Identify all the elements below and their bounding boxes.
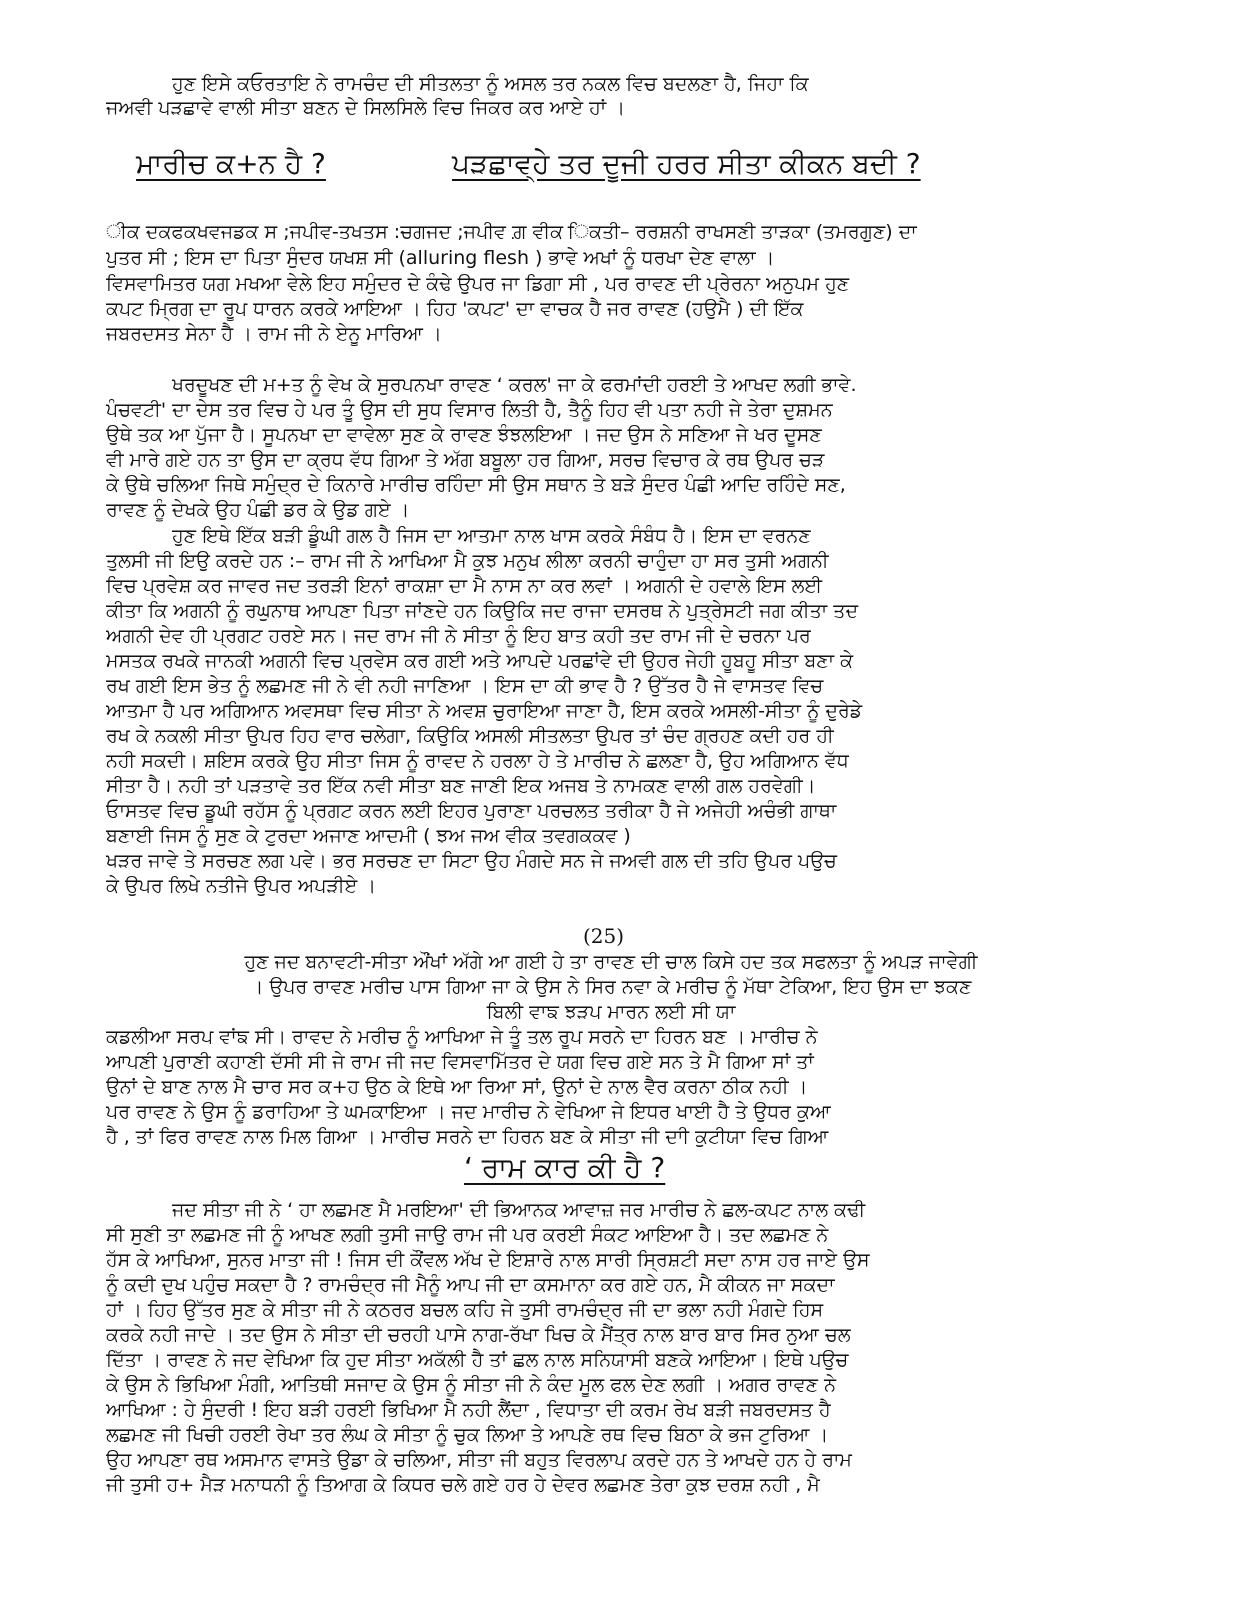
text-line: ਅਗਨੀ ਦੇਵ ਹੀ ਪ੍ਰਗਟ ਹਰਏ ਸਨ। ਜਦ ਰਾਮ ਜੀ ਨੇ ਸੀਤਾ ਨੂੰ ਇਹ ਬਾਤ ਕਹੀ ਤਦ ਰਾਮ ਜੀ ਦੇ ਚਰਨਾ ਪਰ bbox=[106, 625, 811, 647]
text-line: ੀਕ ਦਕਫਕਖਵਜਡਕ ਸ ;ਜਪੀਵ-ਤਖਤਸ :ਚਗਜਦ ;ਜਪੀਵ ਗ਼ ਵੀਕ ਿਕਤੀ– ਰਰਸ਼ਨੀ ਰਾਖਸਣੀ ਤਾੜਕਾ (ਤਮਰਗੁਣ) ਦਾ bbox=[106, 221, 917, 243]
text-line: ਪਰ ਰਾਵਣ ਨੇ ਉਸ ਨੂੰ ਡਰਾਹਿਆ ਤੇ ਘਮਕਾਇਆ । ਜਦ ਮਾਰੀਚ ਨੇ ਵੇਖਿਆ ਜੇ ਇਧਰ ਖਾਈ ਹੈ ਤੇ ਉਧਰ ਕੁਆ bbox=[106, 1101, 831, 1123]
text-line: ਕੇ ਉਸ ਨੇ ਭਿਖਿਆ ਮੰਗੀ, ਆਤਿਥੀ ਸਜਾਦ ਕੇ ਉਸ ਨੂੰ ਸੀਤਾ ਜੀ ਨੇ ਕੰਦ ਮੂਲ ਫਲ ਦੇਣ ਲਗੀ । ਅਗਰ ਰਾਵਣ ਨੇ bbox=[106, 1374, 836, 1396]
text-line: ਹੁਣ ਇਥੇ ਇੱਕ ਬੜੀ ਡੂੰਘੀ ਗਲ ਹੈ ਜਿਸ ਦਾ ਆਤਮਾ ਨਾਲ ਖਾਸ ਕਰਕੇ ਸੰਬੰਧ ਹੈ। ਇਸ ਦਾ ਵਰਨਣ bbox=[172, 525, 811, 547]
text-line: ਉਥੇ ਤਕ ਆ ਪੁੱਜਾ ਹੈ। ਸੂਪਨਖਾ ਦਾ ਵਾਵੇਲਾ ਸੁਣ ਕੇ ਰਾਵਣ ਝੰਝਲਇਆ । ਜਦ ਉਸ ਨੇ ਸਣਿਆ ਜੇ ਖਰ ਦੂਸਣ bbox=[106, 424, 822, 446]
text-line: ਲਛਮਣ ਜੀ ਖਿਚੀ ਹਰਈ ਰੇਖਾ ਤਰ ਲੰਘ ਕੇ ਸੀਤਾ ਨੂੰ ਚੁਕ ਲਿਆ ਤੇ ਆਪਣੇ ਰਥ ਵਿਚ ਬਿਠਾ ਕੇ ਭਜ ਟੁਰਿਆ । bbox=[106, 1424, 829, 1446]
text-line: ਕਡਲੀਆ ਸਰਪ ਵਾਂਙ ਸੀ। ਰਾਵਦ ਨੇ ਮਰੀਚ ਨੂੰ ਆਖਿਆ ਜੇ ਤੂੰ ਤਲ ਰੂਪ ਸਰਨੇ ਦਾ ਹਿਰਨ ਬਣ । ਮਾਰੀਚ ਨੇ bbox=[106, 1026, 818, 1048]
text-line: ਜਦ ਸੀਤਾ ਜੀ ਨੇ ‘ ਹਾ ਲਛਮਣ ਮੈ ਮਰਇਆ' ਦੀ ਭਿਆਨਕ ਆਵਾਜ਼ ਜਰ ਮਾਰੀਚ ਨੇ ਛਲ-ਕਪਟ ਨਾਲ ਕਢੀ bbox=[172, 1199, 866, 1221]
text-line: ਰਾਵਣ ਨੂੰ ਦੇਖਕੇ ਉਹ ਪੰਛੀ ਡਰ ਕੇ ਉਡ ਗਏ । bbox=[106, 499, 410, 521]
text-line: ਸੀ ਸੁਣੀ ਤਾ ਲਛਮਣ ਜੀ ਨੂੰ ਆਖਣ ਲਗੀ ਤੁਸੀ ਜਾਉ ਰਾਮ ਜੀ ਪਰ ਕਰਈ ਸੰਕਟ ਆਇਆ ਹੈ। ਤਦ ਲਛਮਣ ਨੇ bbox=[106, 1224, 829, 1246]
text-line: ਖੜਰ ਜਾਵੇ ਤੇ ਸਰਚਣ ਲਗ ਪਵੇ। ਭਰ ਸਰਚਣ ਦਾ ਸਿਟਾ ਉਹ ਮੰਗਦੇ ਸਨ ਜੇ ਜਅਵੀ ਗਲ ਦੀ ਤਹਿ ਉਪਰ ਪਉਚ bbox=[106, 850, 837, 872]
heading-ram-kar: ‘ ਰਾਮ ਕਾਰ ਕੀ ਹੈ ? bbox=[464, 1151, 666, 1184]
text-line: ਹੁਣ ਇਸੇ ਕਓਰਤਾਇ ਨੇ ਰਾਮਚੰਦ ਦੀ ਸੀਤਲਤਾ ਨੂੰ ਅਸਲ ਤਰ ਨਕਲ ਵਿਚ ਬਦਲਣਾ ਹੈ, ਜਿਹਾ ਕਿ bbox=[172, 73, 809, 95]
text-line: ਬਿਲੀ ਵਾਙ ਝੜਪ ਮਾਰਨ ਲਈ ਸੀ ਯਾ bbox=[486, 1001, 736, 1023]
heading-marich: ਮਾਰੀਚ ਕ+ਨ ਹੈ ? bbox=[136, 147, 326, 180]
text-line: ਆਖਿਆ : ਹੇ ਸੁੰਦਰੀ ! ਇਹ ਬੜੀ ਹਰਈ ਭਿਖਿਆ ਮੈ ਨਹੀ ਲੈਂਦਾ , ਵਿਧਾਤਾ ਦੀ ਕਰਮ ਰੇਖ ਬੜੀ ਜਬਰਦਸਤ ਹੈ bbox=[106, 1399, 831, 1421]
text-line: ਜਅਵੀ ਪੜਛਾਵੇ ਵਾਲੀ ਸੀਤਾ ਬਣਨ ਦੇ ਸਿਲਸਿਲੇ ਵਿਚ ਜਿਕਰ ਕਰ ਆਏ ਹਾਂ । bbox=[106, 97, 626, 119]
text-line: ਹੱਸ ਕੇ ਆਖਿਆ, ਸੁਨਰ ਮਾਤਾ ਜੀ ! ਜਿਸ ਦੀ ਕੌਂਵਲ ਅੱਖ ਦੇ ਇਸ਼ਾਰੇ ਨਾਲ ਸਾਰੀ ਸ੍ਰਿਸ਼ਟੀ ਸਦਾ ਨਾਸ ਹਰ ਜਾਏ ਉਸ bbox=[106, 1249, 870, 1271]
text-line: । ਉਪਰ ਰਾਵਣ ਮਰੀਚ ਪਾਸ ਗਿਆ ਜਾ ਕੇ ਉਸ ਨੇ ਸਿਰ ਨਵਾ ਕੇ ਮਰੀਚ ਨੂੰ ਮੱਥਾ ਟੇਕਿਆ, ਇਹ ਉਸ ਦਾ ਝਕਣ bbox=[250, 976, 972, 998]
text-line: ਓਾਸਤਵ ਵਿਚ ਡੂਘੀ ਰਹੱਸ ਨੂੰ ਪ੍ਰਗਟ ਕਰਨ ਲਈ ਇਹਰ ਪੁਰਾਣਾ ਪਰਚਲਤ ਤਰੀਕਾ ਹੈ ਜੇ ਅਜੇਹੀ ਅਚੰਭੀ ਗਾਥਾ bbox=[106, 800, 837, 822]
text-line: ਸੀਤਾ ਹੈ। ਨਹੀ ਤਾਂ ਪੜਤਾਵੇ ਤਰ ਇੱਕ ਨਵੀ ਸੀਤਾ ਬਣ ਜਾਣੀ ਇਕ ਅਜਬ ਤੇ ਨਾਮਕਣ ਵਾਲੀ ਗਲ ਹਰਵੇਗੀ। bbox=[106, 775, 816, 797]
text-line: ਕਰਕੇ ਨਹੀ ਜਾਦੇ । ਤਦ ਉਸ ਨੇ ਸੀਤਾ ਦੀ ਚਰਹੀ ਪਾਸੇ ਨਾਗ-ਰੱਖਾ ਖਿਚ ਕੇ ਮੈਂਤ੍ਰ ਨਾਲ ਬਾਰ ਬਾਰ ਸਿਰ ਨੁਆ ਚਲ bbox=[106, 1324, 851, 1346]
text-line: ਆਤਮਾ ਹੈ ਪਰ ਅਗਿਆਨ ਅਵਸਥਾ ਵਿਚ ਸੀਤਾ ਨੇ ਅਵਸ਼ ਚੁਰਾਇਆ ਜਾਣਾ ਹੈ, ਇਸ ਕਰਕੇ ਅਸਲੀ-ਸੀਤਾ ਨੂੰ ਦੁਰੇਡੇ bbox=[106, 700, 863, 722]
text-line: ਵਿਸਵਾਮਿਤਰ ਯਗ ਮਖਆ ਵੇਲੇ ਇਹ ਸਮੁੰਦਰ ਦੇ ਕੰਢੇ ਉਪਰ ਜਾ ਡਿਗਾ ਸੀ , ਪਰ ਰਾਵਣ ਦੀ ਪ੍ਰੇਰਨਾ ਅਨੁਪਮ ਹੁਣ bbox=[106, 273, 850, 295]
text-line: ਹੈ , ਤਾਂ ਫਿਰ ਰਾਵਣ ਨਾਲ ਮਿਲ ਗਿਆ । ਮਾਰੀਚ ਸਰਨੇ ਦਾ ਹਿਰਨ ਬਣ ਕੇ ਸੀਤਾ ਜੀ ਦਾੀ ਕੁਟੀਯਾ ਵਿਚ ਗਿਆ bbox=[106, 1126, 829, 1148]
text-line: ਰਖ ਕੇ ਨਕਲੀ ਸੀਤਾ ਉਪਰ ਹਿਹ ਵਾਰ ਚਲੇਗਾ, ਕਿਉਕਿ ਅਸਲੀ ਸੀਤਲਤਾ ਉਪਰ ਤਾਂ ਚੰਦ ਗ੍ਰਹਣ ਕਦੀ ਹਰ ਹੀ bbox=[106, 725, 834, 747]
text-line: ਉਹ ਆਪਣਾ ਰਥ ਅਸਮਾਨ ਵਾਸਤੇ ਉਡਾ ਕੇ ਚਲਿਆ, ਸੀਤਾ ਜੀ ਬਹੁਤ ਵਿਰਲਾਪ ਕਰਦੇ ਹਨ ਤੇ ਆਖਦੇ ਹਨ ਹੇ ਰਾਮ bbox=[106, 1449, 852, 1471]
text-line: ਕੇ ਉਥੇ ਚਲਿਆ ਜਿਥੇ ਸਮੁੰਦ੍ਰ ਦੇ ਕਿਨਾਰੇ ਮਾਰੀਚ ਰਹਿੰਦਾ ਸੀ ਉਸ ਸਥਾਨ ਤੇ ਬੜੇ ਸੁੰਦਰ ਪੰਛੀ ਆਦਿ ਰਹਿੰਦੇ ਸਣ, bbox=[106, 474, 846, 496]
text-line: ਨੂੰ ਕਦੀ ਦੁਖ ਪਹੁੰਚ ਸਕਦਾ ਹੈ ? ਰਾਮਚੰਦ੍ਰ ਜੀ ਮੈਨੂੰ ਆਪ ਜੀ ਦਾ ਕਸਮਾਨਾ ਕਰ ਗਏ ਹਨ, ਮੈ ਕੀਕਨ ਜਾ ਸਕਦਾ bbox=[106, 1274, 835, 1296]
text-line: ਪੁਤਰ ਸੀ ; ਇਸ ਦਾ ਪਿਤਾ ਸੁੰਦਰ ਯਖਸ਼ ਸੀ (alluring flesh ) ਭਾਵੇ ਅਖਾਂ ਨੂੰ ਧਰਖਾ ਦੇਣ ਵਾਲਾ । bbox=[106, 247, 775, 269]
text-line: ਰਖ ਗਈ ਇਸ ਭੇਤ ਨੂੰ ਲਛਮਣ ਜੀ ਨੇ ਵੀ ਨਹੀ ਜਾਣਿਆ । ਇਸ ਦਾ ਕੀ ਭਾਵ ਹੈ ? ਉੱਤਰ ਹੈ ਜੇ ਵਾਸਤਵ ਵਿਚ bbox=[106, 675, 824, 697]
text-line: ਬਣਾਈ ਜਿਸ ਨੂੰ ਸੁਣ ਕੇ ਟੁਰਦਾ ਅਜਾਣ ਆਦਮੀ ( ਝਅ ਜਅ ਵੀਕ ਤਵਗਕਕਵ ) bbox=[106, 825, 631, 847]
text-line: ਜਬਰਦਸਤ ਸੇਨਾ ਹੈ । ਰਾਮ ਜੀ ਨੇ ਏਨੂ ਮਾਰਿਆ । bbox=[106, 323, 442, 345]
text-line: ਨਹੀ ਸਕਦੀ। ਸ਼ਇਸ ਕਰਕੇ ਉਹ ਸੀਤਾ ਜਿਸ ਨੂੰ ਰਾਵਦ ਨੇ ਹਰਲਾ ਹੇ ਤੇ ਮਾਰੀਚ ਨੇ ਛਲਣਾ ਹੈ, ਉਹ ਅਗਿਆਨ ਵੱਧ bbox=[106, 750, 849, 772]
text-line: ਕੇ ਉਪਰ ਲਿਖੇ ਨਤੀਜੇ ਉਪਰ ਅਪੜੀਏ । bbox=[106, 875, 377, 897]
text-line: ਮਸਤਕ ਰਖਕੇ ਜਾਨਕੀ ਅਗਨੀ ਵਿਚ ਪ੍ਰਵੇਸ ਕਰ ਗਈ ਅਤੇ ਆਪਦੇ ਪਰਛਾਂਵੇ ਦੀ ਉਹਰ ਜੇਹੀ ਹੂਬਹੂ ਸੀਤਾ ਬਣਾ ਕੇ bbox=[106, 650, 854, 672]
text-line: ਕਪਟ ਮ੍ਰਿਗ ਦਾ ਰੂਪ ਧਾਰਨ ਕਰਕੇ ਆਇਆ । ਹਿਹ 'ਕਪਟ' ਦਾ ਵਾਚਕ ਹੈ ਜਰ ਰਾਵਣ (ਹਉਮੈ ) ਦੀ ਇੱਕ bbox=[106, 298, 804, 320]
text-line: ਜੀ ਤੁਸੀ ਹ+ ਮੈੜ ਮਨਾਧਨੀ ਨੂੰ ਤਿਆਗ ਕੇ ਕਿਧਰ ਚਲੇ ਗਏ ਹਰ ਹੇ ਦੇਵਰ ਲਛਮਣ ਤੇਰਾ ਕੁਝ ਦਰਸ਼ ਨਹੀ , ਮੈ bbox=[106, 1474, 820, 1496]
text-line: ਤੁਲਸੀ ਜੀ ਇਉ ਕਰਦੇ ਹਨ :– ਰਾਮ ਜੀ ਨੇ ਆਖਿਆ ਮੈ ਕੁਝ ਮਨੁਖ ਲੀਲਾ ਕਰਨੀ ਚਾਹੁੰਦਾ ਹਾ ਸਰ ਤੁਸੀ ਅਗਨੀ bbox=[106, 550, 829, 572]
text-line: ਦਿੱਤਾ । ਰਾਵਣ ਨੇ ਜਦ ਵੇਖਿਆ ਕਿ ਹੁਦ ਸੀਤਾ ਅਕੱਲੀ ਹੈ ਤਾਂ ਛਲ ਨਾਲ ਸਨਿਯਾਸੀ ਬਣਕੇ ਆਇਆ। ਇਥੇ ਪਉਚ bbox=[106, 1349, 849, 1371]
text-line: ਖਰਦੂਖਣ ਦੀ ਮ+ਤ ਨੂੰ ਵੇਖ ਕੇ ਸੁਰਪਨਖਾ ਰਾਵਣ ‘ ਕਰਲ' ਜਾ ਕੇ ਫਰਮਾਂਦੀ ਹਰਈ ਤੇ ਆਖਦ ਲਗੀ ਭਾਵੇ. bbox=[172, 374, 857, 396]
text-line: ਹੁਣ ਜਦ ਬਨਾਵਟੀ-ਸੀਤਾ ਔਂਖਾਂ ਅੱਗੇ ਆ ਗਈ ਹੇ ਤਾ ਰਾਵਣ ਦੀ ਚਾਲ ਕਿਸੇ ਹਦ ਤਕ ਸਫਲਤਾ ਨੂੰ ਅਪੜ ਜਾਵੇਗੀ bbox=[244, 951, 978, 973]
heading-shadow-sita: ਪੜਛਾਵ੍ਹੇ ਤਰ ਦੂਜੀ ਹਰਰ ਸੀਤਾ ਕੀਕਨ ਬਦੀ ? bbox=[452, 147, 921, 180]
text-line: ਵਿਚ ਪ੍ਰਵੇਸ਼ ਕਰ ਜਾਵਰ ਜਦ ਤਰੜੀ ਇਨਾਂ ਰਾਕਸ਼ਾ ਦਾ ਮੈ ਨਾਸ ਨਾ ਕਰ ਲਵਾਂ । ਅਗਨੀ ਦੇ ਹਵਾਲੇ ਇਸ ਲਈ bbox=[106, 575, 823, 597]
text-line: ਹਾਂ । ਹਿਹ ਉੱਤਰ ਸੁਣ ਕੇ ਸੀਤਾ ਜੀ ਨੇ ਕਠਰਰ ਬਚਲ ਕਹਿ ਜੇ ਤੁਸੀ ਰਾਮਚੰਦ੍ਰ ਜੀ ਦਾ ਭਲਾ ਨਹੀ ਮੰਗਦੇ ਹਿਸ bbox=[106, 1299, 824, 1321]
text-line: ਕੀਤਾ ਕਿ ਅਗਨੀ ਨੂੰ ਰਘੁਨਾਥ ਆਪਣਾ ਪਿਤਾ ਜਾਂਣਦੇ ਹਨ ਕਿਉਕਿ ਜਦ ਰਾਜਾ ਦਸਰਥ ਨੇ ਪੁਤ੍ਰੇਸਟੀ ਜਗ ਕੀਤਾ ਤਦ bbox=[106, 600, 859, 622]
page-number: (25) bbox=[583, 924, 625, 948]
text-line: ਉਨਾਂ ਦੇ ਬਾਣ ਨਾਲ ਮੈ ਚਾਰ ਸਰ ਕ+ਹ ਉਠ ਕੇ ਇਥੇ ਆ ਰਿਆ ਸਾਂ, ਉਨਾਂ ਦੇ ਨਾਲ ਵੈਰ ਕਰਨਾ ਠੀਕ ਨਹੀ । bbox=[106, 1076, 808, 1098]
text-line: ਆਪਣੀ ਪੁਰਾਣੀ ਕਹਾਣੀ ਦੱਸੀ ਸੀ ਜੇ ਰਾਮ ਜੀ ਜਦ ਵਿਸਵਾਮਿੱਤਰ ਦੇ ਯਗ ਵਿਚ ਗਏ ਸਨ ਤੇ ਮੈ ਗਿਆ ਸਾਂ ਤਾਂ bbox=[106, 1051, 814, 1073]
text-line: ਪੰਚਵਟੀ' ਦਾ ਦੇਸ ਤਰ ਵਿਚ ਹੇ ਪਰ ਤੂੰ ਉਸ ਦੀ ਸੁਧ ਵਿਸਾਰ ਲਿਤੀ ਹੈ, ਤੈਨੂੰ ਹਿਹ ਵੀ ਪਤਾ ਨਹੀ ਜੇ ਤੇਰਾ ਦੁਸ਼ਮਨ bbox=[106, 399, 833, 421]
text-line: ਵੀ ਮਾਰੇ ਗਏ ਹਨ ਤਾ ਉਸ ਦਾ ਕ੍ਰਧ ਵੱਧ ਗਿਆ ਤੇ ਅੱਗ ਬਬੂਲਾ ਹਰ ਗਿਆ, ਸਰਚ ਵਿਚਾਰ ਕੇ ਰਥ ਉਪਰ ਚੜ bbox=[106, 449, 825, 471]
